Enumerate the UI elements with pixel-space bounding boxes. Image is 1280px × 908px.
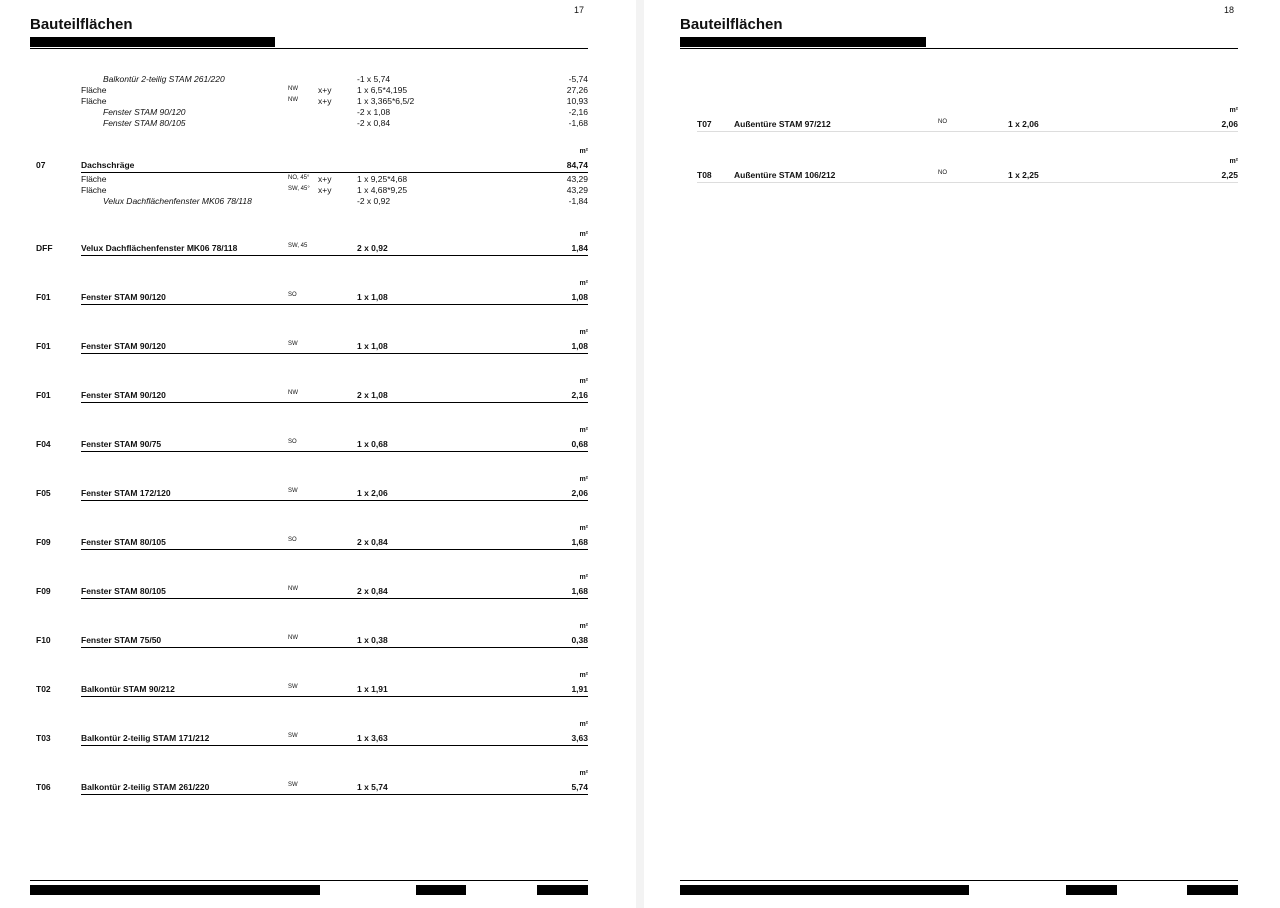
group-row [0,721,636,746]
page-number: 18 [1223,5,1234,15]
component-total: 1,84 [571,243,588,253]
component-total: 1,08 [571,341,588,351]
formula-type: x+y [318,185,332,195]
detail-value: 27,26 [566,85,588,95]
unit-label: m² [579,148,588,155]
orientation-label: NO [938,119,947,125]
detail-row [0,118,636,129]
detail-row [0,85,636,96]
detail-label: Fläche [81,85,107,95]
calculation-expression: 1 x 1,08 [357,341,388,351]
row-underline [81,353,588,354]
detail-row [0,196,636,207]
group-row [0,525,636,550]
footer-rule [680,880,1238,881]
unit-label: m² [579,329,588,336]
calculation-expression: -1 x 5,74 [357,74,391,84]
calculation-expression: 1 x 5,74 [357,782,388,792]
calculation-expression: 1 x 2,25 [1008,170,1039,180]
component-id: F10 [36,635,51,645]
row-underline [81,598,588,599]
group-summary [0,782,636,794]
calculation-expression: -2 x 1,08 [357,107,391,117]
calculation-expression: 1 x 0,68 [357,439,388,449]
footer-bar-2 [416,885,466,895]
component-name: Balkontür 2-teilig STAM 261/220 [81,782,210,792]
detail-label: Velux Dachflächenfenster MK06 78/118 [103,196,252,206]
footer-bar-1 [680,885,969,895]
document-page-right [644,0,1280,908]
detail-label: Fläche [81,96,107,106]
component-name: Fenster STAM 80/105 [81,537,166,547]
orientation-label: NW [288,97,298,103]
group-summary [0,292,636,304]
row-underline [81,696,588,697]
orientation-label: SW, 45° [288,186,310,192]
component-total: 2,06 [571,488,588,498]
calculation-expression: 2 x 0,84 [357,586,388,596]
calculation-expression: 2 x 1,08 [357,390,388,400]
group-list [644,81,1280,183]
footer-bar-2 [1066,885,1117,895]
group-row [0,476,636,501]
calculation-expression: 2 x 0,92 [357,243,388,253]
component-id: F01 [36,390,51,400]
orientation-label: SW [288,684,298,690]
component-name: Balkontür STAM 90/212 [81,684,175,694]
detail-row [0,96,636,107]
detail-value: -1,68 [568,118,588,128]
component-id: T08 [697,170,712,180]
group-list [0,207,636,795]
unit-label: m² [579,623,588,630]
component-total: 1,91 [571,684,588,694]
unit-label: m² [579,574,588,581]
row-underline [81,172,588,173]
detail-label: Balkontür 2-teilig STAM 261/220 [103,74,225,84]
calculation-expression: 2 x 0,84 [357,537,388,547]
calculation-expression: 1 x 3,365*6,5/2 [357,96,415,106]
row-underline [81,794,588,795]
group-row [0,280,636,305]
row-underline [81,451,588,452]
row-underline [81,500,588,501]
group-row [0,329,636,354]
title-rule [30,48,588,49]
orientation-label: SO [288,292,297,298]
component-id: F01 [36,292,51,302]
component-total: 2,16 [571,390,588,400]
component-total: 1,08 [571,292,588,302]
group-summary [644,119,1280,131]
formula-type: x+y [318,96,332,106]
component-total: 2,06 [1221,119,1238,129]
component-name: Fenster STAM 90/120 [81,390,166,400]
row-underline [81,304,588,305]
orientation-label: SO [288,439,297,445]
detail-value: 43,29 [566,185,588,195]
calculation-expression: 1 x 3,63 [357,733,388,743]
component-name: Fenster STAM 90/120 [81,341,166,351]
component-total: 0,68 [571,439,588,449]
footer-bar-3 [1187,885,1238,895]
calculation-expression: 1 x 9,25*4,68 [357,174,408,184]
orientation-label: NW [288,635,298,641]
component-total: 1,68 [571,537,588,547]
group-summary [0,684,636,696]
component-area-list [0,74,636,795]
page-number: 17 [573,5,584,15]
calculation-expression: 1 x 6,5*4,195 [357,85,408,95]
detail-value: -2,16 [568,107,588,117]
group-summary [0,488,636,500]
detail-row [0,174,636,185]
group-summary [0,160,636,172]
detail-block [0,74,636,129]
component-total: 2,25 [1221,170,1238,180]
detail-label: Fenster STAM 80/105 [103,118,186,128]
calculation-expression: -2 x 0,84 [357,118,391,128]
unit-label: m² [579,378,588,385]
orientation-label: NO [938,170,947,176]
component-id: F01 [36,341,51,351]
unit-label: m² [579,427,588,434]
component-name: Fenster STAM 172/120 [81,488,171,498]
detail-value: -1,84 [568,196,588,206]
calculation-expression: 1 x 2,06 [357,488,388,498]
component-total: 1,68 [571,586,588,596]
unit-label: m² [579,770,588,777]
title-rule [680,48,1238,49]
group-row [0,574,636,599]
component-id: 07 [36,160,46,170]
title-bar [680,37,926,47]
detail-row [0,74,636,85]
orientation-label: SW [288,782,298,788]
detail-label: Fläche [81,174,107,184]
detail-row [0,107,636,118]
detail-label: Fenster STAM 90/120 [103,107,186,117]
detail-row [0,185,636,196]
group-summary [0,733,636,745]
component-id: F09 [36,586,51,596]
component-id: DFF [36,243,53,253]
calculation-expression: 1 x 4,68*9,25 [357,185,408,195]
component-name: Fenster STAM 75/50 [81,635,162,645]
group-summary [0,341,636,353]
row-underline [81,255,588,256]
component-total: 3,63 [571,733,588,743]
row-underline [81,549,588,550]
detail-label: Fläche [81,185,107,195]
group-row [0,623,636,648]
component-area-list [644,81,1280,183]
orientation-label: SW, 45 [288,243,308,249]
orientation-label: SW [288,341,298,347]
unit-label: m² [1229,107,1238,114]
unit-label: m² [579,476,588,483]
orientation-label: SW [288,733,298,739]
group-row [0,231,636,256]
formula-type: x+y [318,174,332,184]
group-summary [644,170,1280,182]
orientation-label: NO, 45° [288,175,310,181]
calculation-expression: -2 x 0,92 [357,196,391,206]
component-id: F05 [36,488,51,498]
component-id: T07 [697,119,712,129]
row-underline [81,647,588,648]
group-row [0,770,636,795]
component-name: Außentüre STAM 97/212 [734,119,831,129]
group-summary [0,439,636,451]
orientation-label: NW [288,390,298,396]
detail-value: 43,29 [566,174,588,184]
title-bar [30,37,275,47]
component-id: T03 [36,733,51,743]
orientation-label: SO [288,537,297,543]
component-name: Fenster STAM 90/120 [81,292,166,302]
row-underline [697,182,1238,183]
unit-label: m² [1229,158,1238,165]
detail-value: 10,93 [566,96,588,106]
orientation-label: NW [288,86,298,92]
group-row [0,427,636,452]
formula-type: x+y [318,85,332,95]
page-title: Bauteilflächen [680,16,783,33]
calculation-expression: 1 x 1,91 [357,684,388,694]
footer-bar-3 [537,885,588,895]
component-name: Velux Dachflächenfenster MK06 78/118 [81,243,238,253]
unit-label: m² [579,672,588,679]
row-underline [81,402,588,403]
unit-label: m² [579,231,588,238]
component-total: 0,38 [571,635,588,645]
group-summary [0,243,636,255]
component-id: F09 [36,537,51,547]
component-name: Fenster STAM 90/75 [81,439,162,449]
group-summary [0,635,636,647]
component-name: Fenster STAM 80/105 [81,586,166,596]
row-underline [81,745,588,746]
component-name: Außentüre STAM 106/212 [734,170,836,180]
unit-label: m² [579,280,588,287]
orientation-label: SW [288,488,298,494]
footer-rule [30,880,588,881]
component-name: Balkontür 2-teilig STAM 171/212 [81,733,210,743]
calculation-expression: 1 x 2,06 [1008,119,1039,129]
document-page-left [0,0,636,908]
row-underline [697,131,1238,132]
group-row [0,148,636,173]
group-row [0,378,636,403]
detail-block [0,174,636,207]
component-name: Dachschräge [81,160,135,170]
unit-label: m² [579,525,588,532]
group-row [644,107,1280,132]
component-id: T06 [36,782,51,792]
page-title: Bauteilflächen [30,16,133,33]
component-id: F04 [36,439,51,449]
group-row [644,158,1280,183]
group-summary [0,586,636,598]
calculation-expression: 1 x 0,38 [357,635,388,645]
group-summary [0,390,636,402]
orientation-label: NW [288,586,298,592]
footer-bar-1 [30,885,320,895]
group-row [0,672,636,697]
unit-label: m² [579,721,588,728]
detail-value: -5,74 [568,74,588,84]
component-id: T02 [36,684,51,694]
component-total: 5,74 [571,782,588,792]
calculation-expression: 1 x 1,08 [357,292,388,302]
component-total: 84,74 [566,160,588,170]
group-summary [0,537,636,549]
